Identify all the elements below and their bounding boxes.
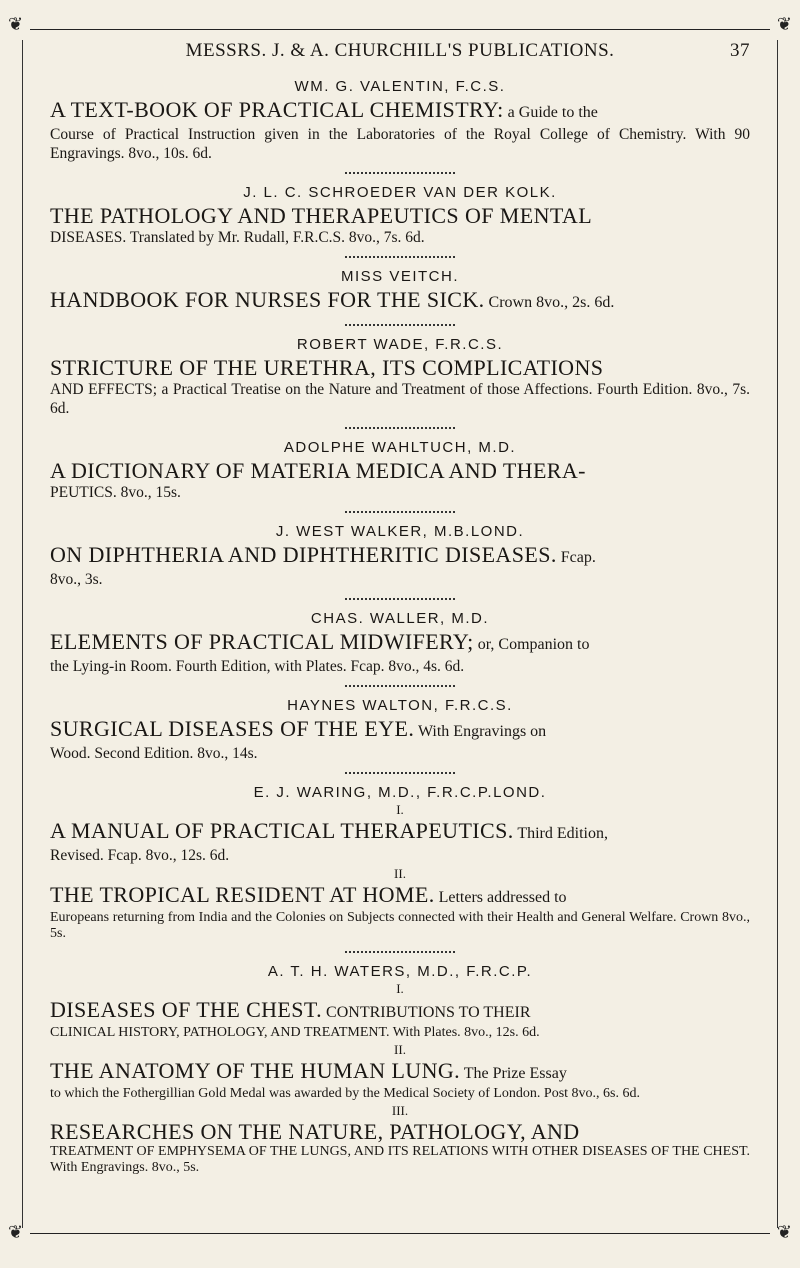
book-title: ELEMENTS OF PRACTICAL MIDWIFERY; or, Companion to [50, 629, 590, 654]
divider [345, 505, 455, 513]
bottom-border-rule [30, 1233, 770, 1234]
divider [345, 679, 455, 687]
book-description: 8vo., 3s. [50, 571, 103, 588]
book-title: SURGICAL DISEASES OF THE EYE. With Engravings on [50, 716, 547, 741]
book-title: DISEASES OF THE CHEST. CONTRIBUTIONS TO THEIR [50, 997, 531, 1022]
author-name: A. T. H. WATERS, M.D., F.R.C.P. [267, 963, 533, 980]
author-name: CHAS. WALLER, M.D. [310, 610, 490, 627]
corner-ornament-icon: ❦ [8, 14, 24, 35]
volume-numeral: I. [396, 981, 404, 996]
list-item [50, 78, 750, 174]
corner-ornament-icon: ❦ [8, 1222, 24, 1243]
book-description: Wood. Second Edition. 8vo., 14s. [50, 745, 258, 762]
publication-list [50, 78, 750, 1186]
author-name: MISS VEITCH. [340, 268, 459, 285]
divider [345, 592, 455, 600]
volume-numeral: III. [391, 1103, 409, 1118]
volume-numeral: I. [396, 802, 404, 817]
top-border-rule [30, 29, 770, 30]
book-title: A MANUAL OF PRACTICAL THERAPEUTICS. Third Edition, [50, 818, 608, 843]
book-description: Europeans returning from India and the Colonies on Subjects connected with their Health and General Welfare. Crown 8vo., 5s. [50, 910, 750, 941]
page-number: 37 [730, 40, 750, 61]
book-title: STRICTURE OF THE URETHRA, ITS COMPLICATIONS [50, 355, 604, 380]
author-name: HAYNES WALTON, F.R.C.S. [287, 697, 513, 714]
list-item [50, 784, 750, 953]
book-description: to which the Fothergillian Gold Medal was awarded by the Medical Society of London. Post 8vo., 6s. 6d. [50, 1086, 640, 1101]
author-name: ADOLPHE WAHLTUCH, M.D. [283, 439, 517, 456]
page-title: MESSRS. J. & A. CHURCHILL'S PUBLICATIONS. [185, 40, 615, 61]
right-border-line [777, 40, 778, 1228]
book-title: A TEXT-BOOK OF PRACTICAL CHEMISTRY: a Guide to the [50, 97, 598, 122]
book-description: PEUTICS. 8vo., 15s. [50, 484, 181, 501]
volume-numeral: II. [394, 1042, 406, 1057]
list-item [50, 184, 750, 258]
list-item [50, 439, 750, 513]
author-name: WM. G. VALENTIN, F.C.S. [294, 78, 506, 95]
corner-ornament-icon: ❦ [776, 14, 792, 35]
book-title: RESEARCHES ON THE NATURE, PATHOLOGY, AND [50, 1119, 580, 1144]
divider [345, 166, 455, 174]
book-description: TREATMENT OF EMPHYSEMA OF THE LUNGS, AND ITS RELATIONS WITH OTHER DISEASES OF THE CHEST. With Engravings. 8vo., 5s. [50, 1144, 750, 1175]
author-name: E. J. WARING, M.D., F.R.C.P.LOND. [253, 784, 547, 801]
list-item [50, 697, 750, 774]
book-description: Course of Practical Instruction given in the Laboratories of the Royal College of Chemistry. With 90 Engravings. 8vo., 10s. 6d. [50, 126, 750, 162]
left-border-line [22, 40, 23, 1228]
divider [345, 318, 455, 326]
list-item [50, 963, 750, 1176]
page-header [50, 40, 750, 70]
book-description: Revised. Fcap. 8vo., 12s. 6d. [50, 847, 230, 864]
book-title: A DICTIONARY OF MATERIA MEDICA AND THERA- [50, 458, 586, 483]
book-title: ON DIPHTHERIA AND DIPHTHERITIC DISEASES. Fcap. [50, 542, 596, 567]
book-description: the Lying-in Room. Fourth Edition, with Plates. Fcap. 8vo., 4s. 6d. [50, 658, 465, 675]
book-description: DISEASES. Translated by Mr. Rudall, F.R.C.S. 8vo., 7s. 6d. [50, 229, 425, 246]
author-name: J. L. C. SCHROEDER VAN DER KOLK. [243, 184, 557, 201]
author-name: J. WEST WALKER, M.B.LOND. [275, 523, 525, 540]
book-title: THE ANATOMY OF THE HUMAN LUNG. The Prize Essay [50, 1058, 567, 1083]
book-title: THE TROPICAL RESIDENT AT HOME. Letters addressed to [50, 882, 567, 907]
divider [345, 250, 455, 258]
list-item [50, 268, 750, 326]
list-item [50, 523, 750, 600]
divider [345, 766, 455, 774]
book-description: AND EFFECTS; a Practical Treatise on the Nature and Treatment of those Affections. Fourth Edition. 8vo., 7s. 6d. [50, 381, 750, 417]
divider [345, 421, 455, 429]
volume-numeral: II. [394, 866, 406, 881]
list-item [50, 336, 750, 429]
divider [345, 945, 455, 953]
author-name: ROBERT WADE, F.R.C.S. [296, 336, 504, 353]
book-description: CLINICAL HISTORY, PATHOLOGY, AND TREATMENT. With Plates. 8vo., 12s. 6d. [50, 1025, 540, 1040]
book-title: THE PATHOLOGY AND THERAPEUTICS OF MENTAL [50, 203, 593, 228]
book-title: HANDBOOK FOR NURSES FOR THE SICK. Crown 8vo., 2s. 6d. [50, 287, 615, 312]
corner-ornament-icon: ❦ [776, 1222, 792, 1243]
list-item [50, 610, 750, 687]
